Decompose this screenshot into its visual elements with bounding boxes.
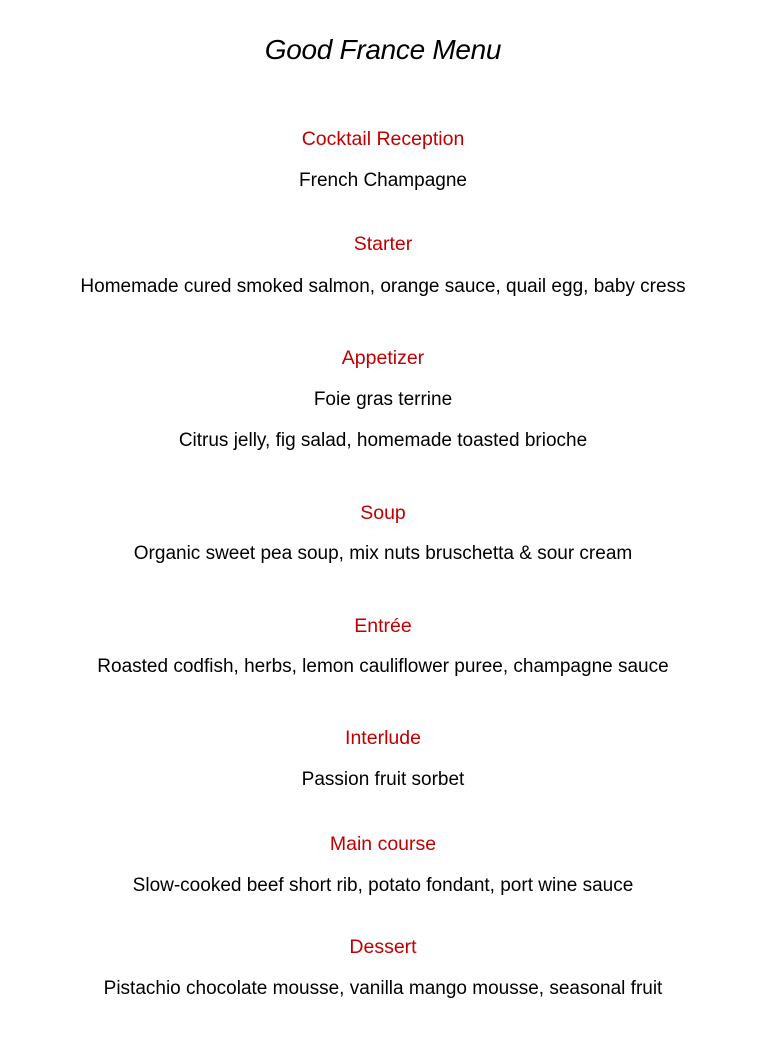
menu-item-french-champagne: French Champagne — [299, 170, 467, 191]
menu-item-citrus-jelly: Citrus jelly, fig salad, homemade toasted brioche — [178, 430, 588, 451]
section-heading-interlude: Interlude — [345, 727, 421, 749]
menu-item-pistachio-mousse: Pistachio chocolate mousse, vanilla mango mousse, seasonal fruit — [103, 978, 663, 999]
section-heading-main-course: Main course — [329, 833, 437, 855]
menu-item-smoked-salmon: Homemade cured smoked salmon, orange sauce, quail egg, baby cress — [80, 276, 686, 297]
menu-item-roasted-codfish: Roasted codfish, herbs, lemon cauliflower puree, champagne sauce — [97, 656, 669, 677]
section-heading-starter: Starter — [353, 233, 413, 255]
menu-item-sweet-pea-soup: Organic sweet pea soup, mix nuts bruschetta & sour cream — [133, 543, 633, 564]
section-heading-cocktail-reception: Cocktail Reception — [301, 128, 465, 150]
menu-item-passion-fruit-sorbet: Passion fruit sorbet — [301, 769, 465, 790]
section-heading-dessert: Dessert — [349, 936, 417, 958]
menu-item-foie-gras: Foie gras terrine — [313, 389, 453, 410]
menu-title: Good France Menu — [264, 34, 502, 65]
section-heading-soup: Soup — [360, 502, 406, 524]
section-heading-entree: Entrée — [354, 615, 412, 637]
menu-item-beef-short-rib: Slow-cooked beef short rib, potato fondant, port wine sauce — [132, 875, 634, 896]
section-heading-appetizer: Appetizer — [341, 347, 425, 369]
